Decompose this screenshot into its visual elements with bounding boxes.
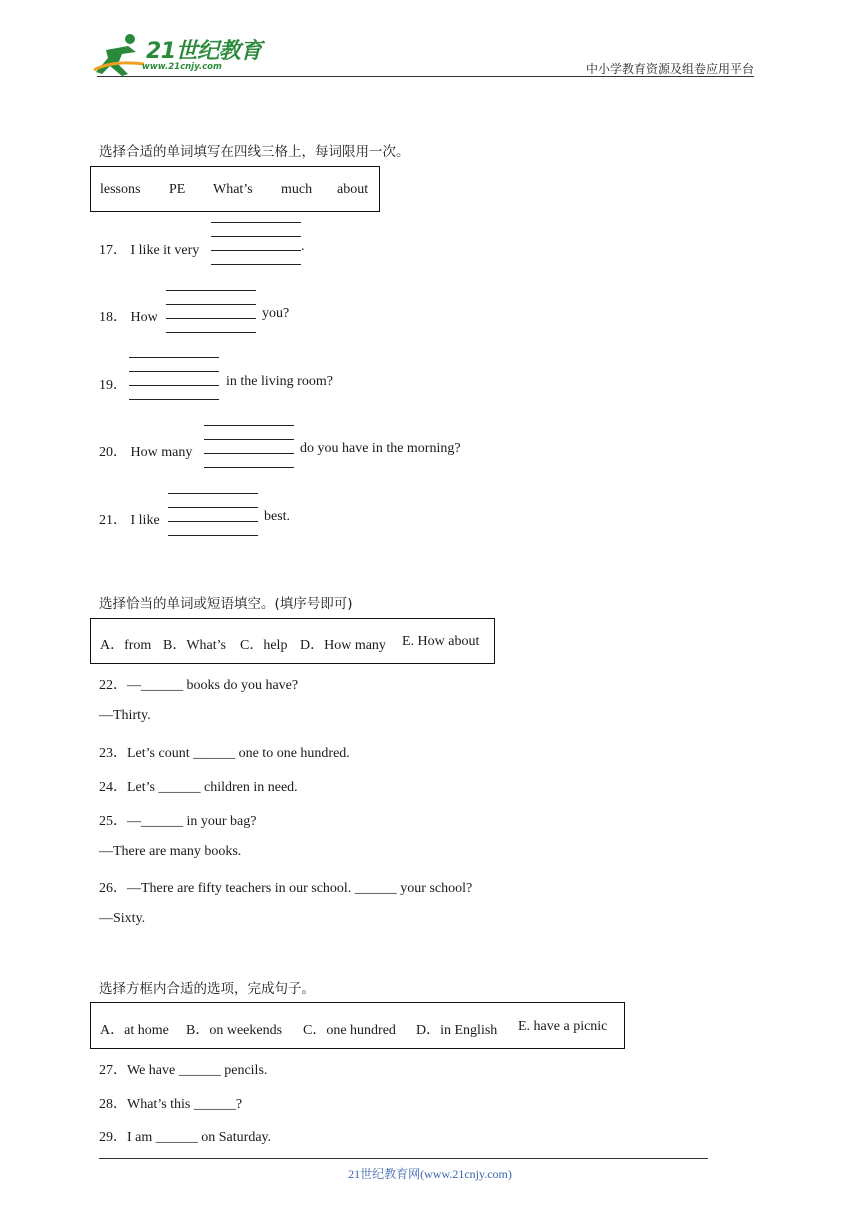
question-number: 19． bbox=[99, 378, 127, 393]
option-item: E. How about bbox=[402, 634, 480, 649]
logo-brand-text: 21世纪教育 bbox=[146, 39, 262, 64]
runner-logo-icon bbox=[92, 30, 146, 78]
question-text-after: do you have in the morning? bbox=[300, 441, 461, 456]
question-27: 27．We have ______ pencils. bbox=[99, 1063, 268, 1078]
section2-instruction: 选择恰当的单词或短语填空。(填序号即可) bbox=[99, 596, 353, 612]
writing-lines-20[interactable] bbox=[204, 425, 294, 469]
options-box-2 bbox=[90, 618, 495, 664]
question-text-after: best. bbox=[264, 509, 291, 524]
question-24: 24．Let’s ______ children in need. bbox=[99, 780, 298, 795]
question-text-after: in the living room? bbox=[226, 374, 333, 389]
footer-source-text: 21世纪教育网(www.21cnjy.com) bbox=[348, 1167, 512, 1181]
question-number: 18． bbox=[99, 310, 127, 325]
answer-25: —There are many books. bbox=[99, 844, 242, 859]
question-28: 28．What’s this ______? bbox=[99, 1097, 243, 1112]
answer-22: —Thirty. bbox=[99, 708, 151, 723]
option-item: A．from bbox=[100, 638, 152, 653]
word-bank-item: PE bbox=[169, 182, 186, 197]
question-25: 25．—______ in your bag? bbox=[99, 814, 257, 829]
question-22: 22．—______ books do you have? bbox=[99, 678, 299, 693]
option-item: B．on weekends bbox=[186, 1023, 283, 1038]
question-number: 20． bbox=[99, 445, 127, 460]
option-item: A．at home bbox=[100, 1023, 169, 1038]
question-26: 26．—There are fifty teachers in our school. ______ your school? bbox=[99, 881, 473, 896]
option-item: D．in English bbox=[416, 1023, 498, 1038]
question-text-before: How bbox=[130, 310, 158, 325]
word-bank-item: What’s bbox=[213, 182, 253, 197]
question-17 bbox=[99, 239, 199, 259]
option-item: C．help bbox=[240, 638, 288, 653]
word-bank-item: lessons bbox=[100, 182, 141, 197]
question-18 bbox=[99, 306, 158, 326]
section3-instruction: 选择方框内合适的选项，完成句子。 bbox=[99, 981, 315, 997]
question-29: 29．I am ______ on Saturday. bbox=[99, 1130, 272, 1145]
question-text-before: I like bbox=[130, 513, 160, 528]
option-item: D．How many bbox=[300, 638, 386, 653]
writing-lines-18[interactable] bbox=[166, 290, 256, 334]
word-bank-item: much bbox=[281, 182, 313, 197]
question-20 bbox=[99, 441, 192, 461]
header-platform-title: 中小学教育资源及组卷应用平台 bbox=[585, 62, 754, 76]
option-item: B．What’s bbox=[163, 638, 226, 653]
footer-divider bbox=[99, 1158, 708, 1159]
word-bank-item: about bbox=[337, 182, 369, 197]
logo-url-text: www.21cnjy.com bbox=[142, 62, 222, 72]
writing-lines-17[interactable] bbox=[211, 222, 301, 266]
option-item: C．one hundred bbox=[303, 1023, 396, 1038]
question-number: 17． bbox=[99, 243, 127, 258]
answer-26: —Sixty. bbox=[99, 911, 146, 926]
question-text-after: . bbox=[301, 239, 305, 254]
question-text-before: How many bbox=[130, 445, 193, 460]
question-text-before: I like it very bbox=[130, 243, 200, 258]
question-number: 21． bbox=[99, 513, 127, 528]
options-box-3 bbox=[90, 1002, 625, 1049]
question-19 bbox=[99, 374, 127, 394]
question-text-after: you? bbox=[262, 306, 290, 321]
writing-lines-19[interactable] bbox=[129, 357, 219, 401]
option-item: E. have a picnic bbox=[518, 1019, 608, 1034]
header-divider bbox=[97, 76, 754, 77]
site-logo bbox=[92, 30, 262, 78]
question-23: 23．Let’s count ______ one to one hundred. bbox=[99, 746, 350, 761]
question-21 bbox=[99, 509, 160, 529]
section1-instruction: 选择合适的单词填写在四线三格上，每词限用一次。 bbox=[99, 144, 410, 160]
writing-lines-21[interactable] bbox=[168, 493, 258, 537]
word-bank-box bbox=[90, 166, 380, 212]
